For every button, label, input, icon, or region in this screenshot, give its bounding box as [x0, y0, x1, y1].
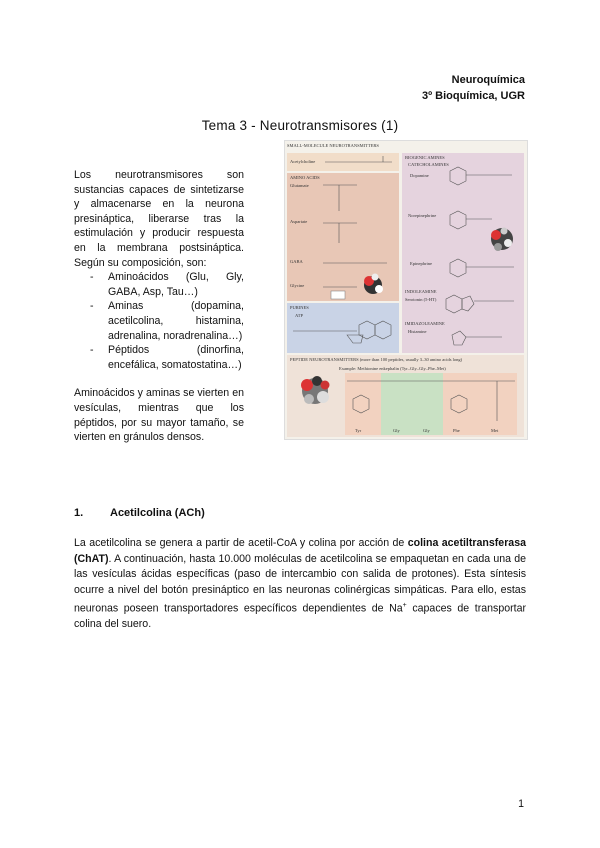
acetylcholine-panel: [287, 153, 399, 171]
section-number: 1.: [74, 507, 84, 519]
glycine-label: Glycine: [290, 283, 305, 288]
list-item-text: Aminas (dopamina, acetilcolina, histamina, adrenalina, noradrenalina…): [108, 300, 244, 342]
body-text-part2: . A continuación, hasta 10.000 moléculas de acetilcolina se empaquetan en cada una de las vesículas ácidas específicas (paso de intercambio con salida de protones). Esta síntesis ocurre a nivel del botón presináptico en las neuronas colinérgicas simpáticas. Para ello, estas neuronas poseen transportadores específicos dependientes de Na: [74, 552, 526, 615]
body-bold-term: colina acetiltransferasa (ChAT): [74, 537, 526, 565]
residue-label: Met: [491, 428, 499, 433]
document-header: [422, 72, 525, 104]
amino-acids-label: AMINO ACIDS: [290, 175, 320, 180]
peptide-example: Example: Methionine enkephalin (Tyr–Gly–Gly–Phe–Met): [339, 366, 446, 371]
body-paragraph: [74, 536, 526, 633]
biogenic-amines-label: BIOGENIC AMINES: [405, 155, 445, 160]
composition-list: [74, 270, 244, 372]
enkephalin-structure-icon: [287, 355, 524, 437]
body-text-part3: capaces de transportar colina del suero.: [74, 602, 527, 631]
list-item: [74, 343, 244, 372]
list-dash: -: [90, 344, 94, 357]
norepinephrine-label: Norepinephrine: [408, 213, 437, 218]
peptide-panel: [287, 355, 524, 437]
catecholamines-label: CATECHOLAMINES: [408, 162, 449, 167]
dopamine-label: Dopamine: [410, 173, 429, 178]
indoleamine-label: INDOLEAMINE: [405, 289, 437, 294]
histamine-label: Histamine: [408, 329, 427, 334]
purines-panel: [287, 303, 399, 353]
list-item-text: Aminoácidos (Glu, Gly, GABA, Asp, Tau…): [108, 271, 244, 298]
body-text-part1: La acetilcolina se genera a partir de acetil-CoA y colina por acción de: [74, 537, 408, 549]
purines-label: PURINES: [290, 305, 309, 310]
epinephrine-label: Epinephrine: [410, 261, 432, 266]
neurotransmitter-figure: [284, 140, 528, 440]
imidazoleamine-label: IMIDAZOLEAMINE: [405, 321, 445, 326]
list-item-text: Péptidos (dinorfina, encefálica, somatostatina…): [108, 344, 244, 371]
figure-heading: SMALL-MOLECULE NEUROTRANSMITTERS: [287, 143, 379, 148]
atp-structure-icon: [287, 303, 399, 353]
peptide-heading: PEPTIDE NEUROTRANSMITTERS (more than 100 peptides, usually 3–30 amino acids long): [290, 357, 463, 362]
amino-acids-panel: [287, 173, 399, 301]
residue-label: Gly: [423, 428, 430, 433]
intro-paragraph-1: Los neurotransmisores son sustancias capaces de sintetizarse y almacenarse en la neurona presináptica, liberarse tras la estimulación y producir respuesta en la membrana postsináptica. Según su composición, son:: [74, 169, 244, 269]
intro-paragraph-2: Aminoácidos y aminas se vierten en vesículas, mientras que los péptidos, por su mayor tamaño, se vierten en gránulos densos.: [74, 387, 244, 444]
acetylcholine-structure-icon: [287, 153, 399, 171]
section-title: Acetilcolina (ACh): [110, 507, 205, 519]
residue-label: Gly: [393, 428, 400, 433]
residue-label: Phe: [453, 428, 460, 433]
intro-text: [74, 168, 244, 445]
header-subject: Neuroquímica: [451, 74, 525, 86]
list-dash: -: [90, 300, 94, 313]
acetylcholine-label: Acetylcholine: [290, 159, 316, 164]
amine-structures-icon: [402, 153, 524, 353]
list-dash: -: [90, 271, 94, 284]
biogenic-amines-panel: [402, 153, 524, 353]
amino-acid-structures-icon: [287, 173, 399, 301]
page-title: Tema 3 - Neurotransmisores (1): [201, 118, 399, 133]
aspartate-label: Aspartate: [290, 219, 308, 224]
glutamate-label: Glutamate: [290, 183, 309, 188]
list-item: [74, 270, 244, 299]
serotonin-label: Serotonin (5-HT): [405, 297, 437, 302]
gaba-label: GABA: [290, 259, 303, 264]
atp-label: ATP: [295, 313, 304, 318]
body-superscript: +: [402, 602, 407, 609]
list-item: [74, 299, 244, 343]
page-number: 1: [518, 798, 524, 810]
residue-label: Tyr: [355, 428, 362, 433]
header-course: 3º Bioquímica, UGR: [421, 90, 525, 102]
section-heading: [74, 507, 205, 519]
